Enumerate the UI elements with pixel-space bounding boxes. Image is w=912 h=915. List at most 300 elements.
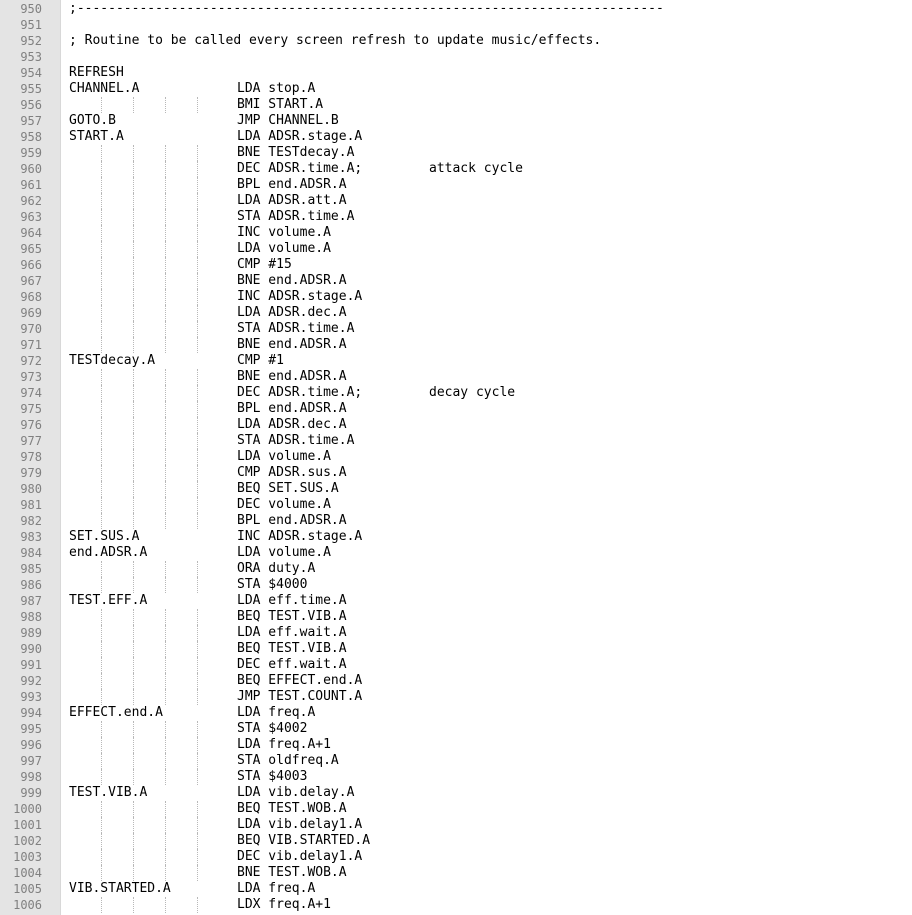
asm-instruction: CMP #15	[237, 257, 292, 272]
indent-guide	[133, 289, 134, 305]
indent-guide	[165, 465, 166, 481]
code-line[interactable]	[69, 785, 909, 801]
indent-guide	[133, 369, 134, 385]
indent-guide	[165, 833, 166, 849]
asm-label: EFFECT.end.A	[69, 705, 163, 720]
asm-instruction: INC volume.A	[237, 225, 331, 240]
code-line[interactable]	[69, 337, 909, 353]
asm-instruction: LDA eff.wait.A	[237, 625, 347, 640]
indent-guide	[101, 577, 102, 593]
asm-label: CHANNEL.A	[69, 81, 140, 96]
indent-guide	[197, 737, 198, 753]
indent-guide	[165, 289, 166, 305]
asm-instruction: BEQ VIB.STARTED.A	[237, 833, 371, 848]
code-line[interactable]	[69, 401, 909, 417]
asm-instruction: ORA duty.A	[237, 561, 316, 576]
asm-label: TESTdecay.A	[69, 353, 156, 368]
indent-guide	[165, 481, 166, 497]
code-line[interactable]	[69, 641, 909, 657]
asm-label: end.ADSR.A	[69, 545, 148, 560]
indent-guide	[165, 369, 166, 385]
asm-instruction: LDA volume.A	[237, 241, 331, 256]
indent-guide	[197, 177, 198, 193]
code-line[interactable]	[69, 497, 909, 513]
asm-instruction: BEQ EFFECT.end.A	[237, 673, 363, 688]
indent-guide	[133, 801, 134, 817]
line-number: 959	[20, 146, 42, 160]
code-line[interactable]	[69, 849, 909, 865]
indent-guide	[101, 865, 102, 881]
asm-instruction: BNE TEST.WOB.A	[237, 865, 347, 880]
line-number: 956	[20, 98, 42, 112]
asm-instruction: JMP TEST.COUNT.A	[237, 689, 363, 704]
asm-instruction: LDA volume.A	[237, 449, 331, 464]
line-number: 979	[20, 466, 42, 480]
code-line[interactable]	[69, 801, 909, 817]
line-number: 1006	[13, 898, 42, 912]
indent-guide	[165, 865, 166, 881]
indent-guide	[101, 257, 102, 273]
indent-guide	[133, 449, 134, 465]
code-line[interactable]	[69, 369, 909, 385]
asm-instruction: INC ADSR.stage.A	[237, 529, 363, 544]
code-line[interactable]	[69, 529, 909, 545]
code-line[interactable]	[69, 273, 909, 289]
indent-guide	[197, 385, 198, 401]
indent-guide	[197, 641, 198, 657]
indent-guide	[165, 673, 166, 689]
code-line[interactable]	[69, 513, 909, 529]
asm-instruction: LDA stop.A	[237, 81, 316, 96]
indent-guide	[101, 753, 102, 769]
indent-guide	[101, 897, 102, 913]
line-number: 958	[20, 130, 42, 144]
indent-guide	[133, 497, 134, 513]
indent-guide	[101, 273, 102, 289]
asm-instruction: BNE end.ADSR.A	[237, 273, 347, 288]
indent-guide	[197, 849, 198, 865]
indent-guide	[165, 721, 166, 737]
line-number: 999	[20, 786, 42, 800]
line-number: 976	[20, 418, 42, 432]
line-number: 951	[20, 18, 42, 32]
line-number: 998	[20, 770, 42, 784]
indent-guide	[101, 305, 102, 321]
code-line[interactable]	[69, 353, 909, 369]
indent-guide	[133, 161, 134, 177]
code-line[interactable]	[69, 241, 909, 257]
indent-guide	[165, 449, 166, 465]
indent-guide	[197, 305, 198, 321]
indent-guide	[101, 433, 102, 449]
indent-guide	[165, 897, 166, 913]
indent-guide	[165, 193, 166, 209]
line-number: 969	[20, 306, 42, 320]
line-number: 962	[20, 194, 42, 208]
code-line[interactable]	[69, 225, 909, 241]
asm-instruction: CMP ADSR.sus.A	[237, 465, 347, 480]
code-line[interactable]	[69, 705, 909, 721]
indent-guide	[101, 481, 102, 497]
indent-guide	[133, 401, 134, 417]
indent-guide	[101, 737, 102, 753]
indent-guide	[101, 369, 102, 385]
asm-instruction: LDA ADSR.att.A	[237, 193, 347, 208]
line-number: 988	[20, 610, 42, 624]
indent-guide	[133, 209, 134, 225]
asm-instruction: BPL end.ADSR.A	[237, 401, 347, 416]
indent-guide	[165, 177, 166, 193]
code-line[interactable]	[69, 817, 909, 833]
indent-guide	[133, 97, 134, 113]
asm-instruction: LDA ADSR.stage.A	[237, 129, 363, 144]
text-area[interactable]	[69, 0, 912, 915]
code-line[interactable]	[69, 385, 909, 401]
indent-guide	[165, 753, 166, 769]
comment-text: ; Routine to be called every screen refresh to update music/effects.	[69, 33, 602, 48]
indent-guide	[197, 257, 198, 273]
line-number: 992	[20, 674, 42, 688]
code-line[interactable]	[69, 657, 909, 673]
asm-instruction: LDA ADSR.dec.A	[237, 305, 347, 320]
indent-guide	[197, 817, 198, 833]
indent-guide	[101, 449, 102, 465]
indent-guide	[197, 193, 198, 209]
indent-guide	[101, 801, 102, 817]
line-number: 990	[20, 642, 42, 656]
line-number: 974	[20, 386, 42, 400]
indent-guide	[197, 897, 198, 913]
indent-guide	[197, 753, 198, 769]
code-line[interactable]	[69, 433, 909, 449]
code-line[interactable]	[69, 833, 909, 849]
line-number: 1000	[13, 802, 42, 816]
indent-guide	[165, 225, 166, 241]
indent-guide	[101, 241, 102, 257]
line-number-gutter	[0, 0, 60, 915]
code-line[interactable]	[69, 257, 909, 273]
indent-guide	[197, 801, 198, 817]
asm-instruction: BEQ TEST.VIB.A	[237, 609, 347, 624]
indent-guide	[101, 417, 102, 433]
line-number: 950	[20, 2, 42, 16]
indent-guide	[101, 609, 102, 625]
code-line[interactable]	[69, 737, 909, 753]
code-line[interactable]	[69, 625, 909, 641]
indent-guide	[133, 257, 134, 273]
inline-comment: decay cycle	[429, 385, 516, 400]
indent-guide	[197, 337, 198, 353]
code-line[interactable]	[69, 81, 909, 97]
indent-guide	[197, 225, 198, 241]
indent-guide	[133, 577, 134, 593]
indent-guide	[133, 241, 134, 257]
indent-guide	[133, 225, 134, 241]
code-line[interactable]	[69, 465, 909, 481]
asm-instruction: LDA freq.A	[237, 705, 316, 720]
code-line[interactable]	[69, 481, 909, 497]
indent-guide	[133, 865, 134, 881]
code-line[interactable]	[69, 881, 909, 897]
indent-guide	[197, 273, 198, 289]
code-line[interactable]	[69, 577, 909, 593]
line-number: 953	[20, 50, 42, 64]
asm-instruction: JMP CHANNEL.B	[237, 113, 339, 128]
indent-guide	[133, 625, 134, 641]
indent-guide	[133, 897, 134, 913]
indent-guide	[101, 849, 102, 865]
code-line[interactable]	[69, 97, 909, 113]
indent-guide	[165, 497, 166, 513]
indent-guide	[133, 481, 134, 497]
indent-guide	[133, 273, 134, 289]
indent-guide	[101, 145, 102, 161]
indent-guide	[197, 97, 198, 113]
asm-label: START.A	[69, 129, 124, 144]
code-line[interactable]	[69, 33, 909, 49]
asm-instruction: CMP #1	[237, 353, 284, 368]
indent-guide	[197, 561, 198, 577]
indent-guide	[133, 513, 134, 529]
comment-text: ;---------------------------------------------------------------------------	[69, 1, 664, 16]
indent-guide	[165, 769, 166, 785]
indent-guide	[165, 337, 166, 353]
asm-label: TEST.VIB.A	[69, 785, 148, 800]
indent-guide	[133, 433, 134, 449]
line-number: 954	[20, 66, 42, 80]
code-line[interactable]	[69, 145, 909, 161]
code-line[interactable]	[69, 561, 909, 577]
code-line[interactable]	[69, 113, 909, 129]
indent-guide	[101, 833, 102, 849]
code-line[interactable]	[69, 865, 909, 881]
indent-guide	[165, 385, 166, 401]
line-number: 985	[20, 562, 42, 576]
code-line[interactable]	[69, 545, 909, 561]
indent-guide	[133, 417, 134, 433]
line-number: 986	[20, 578, 42, 592]
indent-guide	[165, 513, 166, 529]
asm-instruction: DEC volume.A	[237, 497, 331, 512]
code-line[interactable]	[69, 417, 909, 433]
code-line[interactable]	[69, 289, 909, 305]
line-number: 968	[20, 290, 42, 304]
indent-guide	[165, 97, 166, 113]
line-number: 996	[20, 738, 42, 752]
line-number: 980	[20, 482, 42, 496]
asm-instruction: LDA vib.delay.A	[237, 785, 355, 800]
indent-guide	[133, 609, 134, 625]
indent-guide	[165, 641, 166, 657]
line-number: 982	[20, 514, 42, 528]
asm-label: REFRESH	[69, 65, 124, 80]
indent-guide	[197, 865, 198, 881]
code-line[interactable]	[69, 65, 909, 81]
asm-label: TEST.EFF.A	[69, 593, 148, 608]
indent-guide	[101, 817, 102, 833]
line-number: 960	[20, 162, 42, 176]
indent-guide	[197, 609, 198, 625]
code-line[interactable]	[69, 689, 909, 705]
indent-guide	[101, 721, 102, 737]
indent-guide	[165, 433, 166, 449]
indent-guide	[101, 177, 102, 193]
indent-guide	[101, 161, 102, 177]
line-number: 957	[20, 114, 42, 128]
indent-guide	[133, 305, 134, 321]
asm-instruction: BNE end.ADSR.A	[237, 337, 347, 352]
indent-guide	[133, 145, 134, 161]
asm-instruction: DEC vib.delay1.A	[237, 849, 363, 864]
asm-instruction: LDA vib.delay1.A	[237, 817, 363, 832]
asm-instruction: BMI START.A	[237, 97, 324, 112]
code-line[interactable]	[69, 209, 909, 225]
indent-guide	[197, 513, 198, 529]
line-number: 971	[20, 338, 42, 352]
line-number: 972	[20, 354, 42, 368]
indent-guide	[101, 641, 102, 657]
indent-guide	[165, 817, 166, 833]
line-number: 975	[20, 402, 42, 416]
asm-instruction: STA $4003	[237, 769, 308, 784]
line-number: 952	[20, 34, 42, 48]
indent-guide	[197, 369, 198, 385]
asm-instruction: BNE end.ADSR.A	[237, 369, 347, 384]
indent-guide	[133, 721, 134, 737]
line-number: 964	[20, 226, 42, 240]
line-number: 977	[20, 434, 42, 448]
asm-label: GOTO.B	[69, 113, 116, 128]
code-line[interactable]	[69, 449, 909, 465]
code-line[interactable]	[69, 161, 909, 177]
indent-guide	[165, 561, 166, 577]
indent-guide	[197, 481, 198, 497]
indent-guide	[101, 513, 102, 529]
asm-instruction: INC ADSR.stage.A	[237, 289, 363, 304]
asm-instruction: BEQ TEST.VIB.A	[237, 641, 347, 656]
indent-guide	[197, 289, 198, 305]
indent-guide	[133, 833, 134, 849]
line-number: 1004	[13, 866, 42, 880]
code-line[interactable]	[69, 769, 909, 785]
asm-instruction: STA $4000	[237, 577, 308, 592]
asm-instruction: BEQ TEST.WOB.A	[237, 801, 347, 816]
code-line[interactable]	[69, 305, 909, 321]
indent-guide	[101, 673, 102, 689]
indent-guide	[165, 145, 166, 161]
indent-guide	[197, 625, 198, 641]
indent-guide	[165, 849, 166, 865]
indent-guide	[133, 561, 134, 577]
indent-guide	[197, 401, 198, 417]
indent-guide	[165, 257, 166, 273]
indent-guide	[165, 737, 166, 753]
line-number: 965	[20, 242, 42, 256]
line-number: 1002	[13, 834, 42, 848]
indent-guide	[197, 833, 198, 849]
line-number: 995	[20, 722, 42, 736]
asm-label: SET.SUS.A	[69, 529, 140, 544]
asm-instruction: LDX freq.A+1	[237, 897, 331, 912]
indent-guide	[133, 321, 134, 337]
code-line[interactable]	[69, 17, 909, 33]
asm-instruction: LDA eff.time.A	[237, 593, 347, 608]
code-line[interactable]	[69, 193, 909, 209]
indent-guide	[197, 577, 198, 593]
line-number: 963	[20, 210, 42, 224]
indent-guide	[197, 417, 198, 433]
line-number: 961	[20, 178, 42, 192]
indent-guide	[101, 193, 102, 209]
code-line[interactable]	[69, 897, 909, 913]
asm-instruction: DEC ADSR.time.A;	[237, 385, 363, 400]
indent-guide	[165, 321, 166, 337]
code-line[interactable]	[69, 753, 909, 769]
indent-guide	[101, 465, 102, 481]
indent-guide	[133, 193, 134, 209]
line-number: 1003	[13, 850, 42, 864]
indent-guide	[133, 641, 134, 657]
indent-guide	[133, 657, 134, 673]
indent-guide	[197, 465, 198, 481]
inline-comment: attack cycle	[429, 161, 523, 176]
indent-guide	[101, 97, 102, 113]
indent-guide	[101, 321, 102, 337]
line-number: 970	[20, 322, 42, 336]
indent-guide	[165, 209, 166, 225]
code-line[interactable]	[69, 673, 909, 689]
indent-guide	[101, 337, 102, 353]
code-line[interactable]	[69, 49, 909, 65]
code-line[interactable]	[69, 593, 909, 609]
code-line[interactable]	[69, 129, 909, 145]
asm-instruction: STA $4002	[237, 721, 308, 736]
indent-guide	[133, 385, 134, 401]
indent-guide	[197, 769, 198, 785]
line-number: 966	[20, 258, 42, 272]
code-line[interactable]	[69, 321, 909, 337]
code-line[interactable]	[69, 177, 909, 193]
asm-instruction: STA ADSR.time.A	[237, 321, 355, 336]
indent-guide	[165, 161, 166, 177]
indent-guide	[101, 385, 102, 401]
indent-guide	[133, 849, 134, 865]
indent-guide	[197, 241, 198, 257]
line-number: 991	[20, 658, 42, 672]
indent-guide	[133, 689, 134, 705]
indent-guide	[165, 801, 166, 817]
code-line[interactable]	[69, 721, 909, 737]
indent-guide	[165, 417, 166, 433]
indent-guide	[101, 497, 102, 513]
line-number: 973	[20, 370, 42, 384]
line-number: 987	[20, 594, 42, 608]
indent-guide	[197, 433, 198, 449]
indent-guide	[133, 465, 134, 481]
asm-instruction: BNE TESTdecay.A	[237, 145, 355, 160]
indent-guide	[197, 321, 198, 337]
code-line[interactable]	[69, 1, 909, 17]
indent-guide	[101, 225, 102, 241]
indent-guide	[133, 673, 134, 689]
fold-margin	[60, 0, 69, 915]
asm-instruction: STA ADSR.time.A	[237, 433, 355, 448]
asm-instruction: STA oldfreq.A	[237, 753, 339, 768]
line-number: 1005	[13, 882, 42, 896]
indent-guide	[101, 769, 102, 785]
asm-instruction: BEQ SET.SUS.A	[237, 481, 339, 496]
code-line[interactable]	[69, 609, 909, 625]
